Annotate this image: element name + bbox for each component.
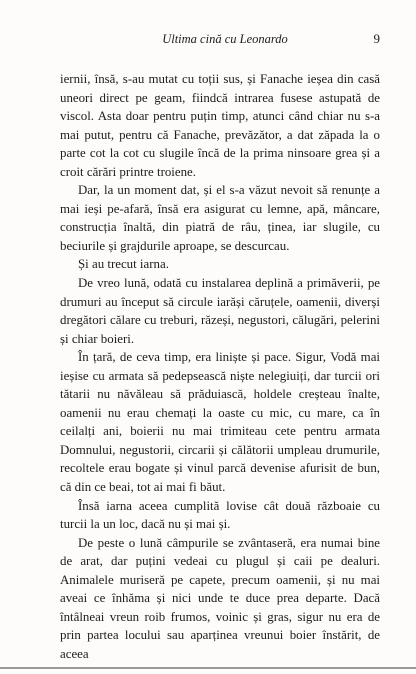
page-number: 9	[373, 31, 380, 46]
paragraph: De peste o lună câmpurile se zvântaseră, era numai bine de arat, dar puțini vedeai cu plugul și caii pe dealuri. Animalele muriseră pe capete, precum oamenii, și nu mai aveai ce înhăma și nici unde te duce prea departe. Dacă întâlneai vreun roib frumos, voinic și gras, sigur nu era de prin partea locului sau aparținea vreunui boier înstărit, de aceea	[60, 535, 380, 661]
paragraph: iernii, însă, s-au mutat cu toții sus, și Fanache ieșea din casă uneori direct pe geam, fiindcă intrarea fusese astupată de viscol. Asta doar pentru puțin timp, atunci când chiar nu s-a mai putut, pentru că Fanache, prevăzător, a dat zăpada la o parte cot la cot cu slugile încă de la prima ninsoare grea și a croit cărări printre troiene.	[60, 72, 380, 179]
paragraph: Dar, la un moment dat, și el s-a văzut nevoit să renunțe a mai ieși pe-afară, însă era asigurat cu lemne, apă, mâncare, construcția înaltă, din piatră de râu, ținea, iar slugile, cu beciurile și grajdurile aproape, se descurcau.	[60, 183, 380, 253]
page-edge-line	[0, 667, 416, 669]
paragraph: Însă iarna aceea cumplită lovise cât două războaie cu turcii la un loc, dacă nu și mai și.	[60, 498, 380, 532]
paragraph: În țară, de ceva timp, era liniște și pace. Sigur, Vodă mai ieșise cu armata să pedepsească niște nelegiuiți, dar turcii ori tătarii nu năvăleau să prăduiască, holdele creșteau înalte, oamenii nu erau chemați la oaste cu mic, cu mare, ca în ceilalți ani, boierii nu mai trimiteau cete pentru armata Domnului, negustorii, circarii și călătorii umpleau drumurile, recoltele erau bogate și vinul parcă devenise afurisit de bun, că din ce beai, tot ai mai fi băut.	[60, 350, 380, 495]
body-text	[60, 70, 380, 664]
paragraph: De vreo lună, odată cu instalarea deplină a primăverii, pe drumuri au început să circule iarăși căruțele, oamenii, diverși dregători călare cu treburi, răzeși, negustori, călugări, pelerini și chiar boieri.	[60, 276, 380, 346]
paragraph: Și au trecut iarna.	[78, 257, 169, 272]
running-head	[60, 32, 380, 48]
running-title: Ultima cină cu Leonardo	[162, 32, 288, 46]
